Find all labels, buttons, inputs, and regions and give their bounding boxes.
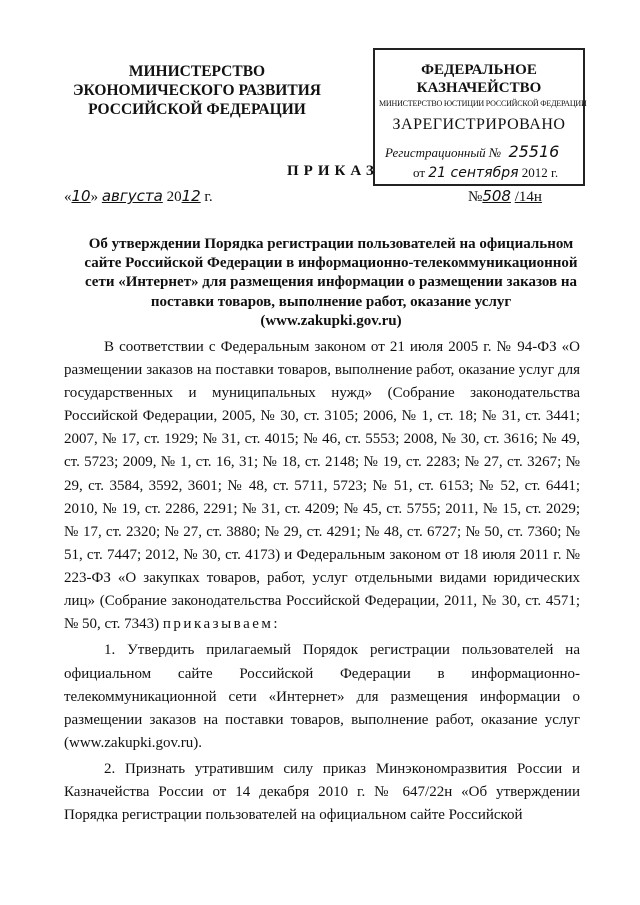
date-year-prefix: 20 xyxy=(166,189,182,205)
title-line: (www.zakupki.gov.ru) xyxy=(260,312,402,329)
preamble-text: В соответствии с Федеральным законом от 21 июля 2005 г. № 94-ФЗ «О размещении заказов на поставки товаров, выполнение работ, оказание услуг для государственных и муниципальных нужд» (Собрание законодательства Российской Федерации, 2005, № 30, ст. 3105; 2006, № 1, ст. 18; № 31, ст. 3441; 2007, № 17, ст. 1929; № 31, ст. 4015; № 46, ст. 5553; 2008, № 30, ст. 3616; № 49, ст. 5723; 2009, № 1, ст. 16, 31; № 18, ст. 2148; № 19, ст. 2283; № 27, ст. 3267; № 29, ст. 3584, 3592, 3601; № 48, ст. 5711, 5723; № 51, ст. 6153; № 52, ст. 6441; 2010, № 19, ст. 2286, 2291; № 31, ст. 4209; № 45, ст. 5755; 2011, № 15, ст. 2029; № 17, ст. 2320; № 27, ст. 3880; № 29, ст. 4291; № 48, ст. 6727; № 50, ст. 7360; № 51, ст. 7447; 2012, № 30, ст. 4173) и Федеральным законом от 18 июля 2011 г. № 223-ФЗ «О закупках товаров, работ, услуг отдельными видами юридических лиц» (Собрание законодательства Российской Федерации, 2011, № 30, ст. 4571; № 50, ст. 7343) xyxy=(64,339,580,633)
title-line: сети «Интернет» для размещения информации о размещении заказов на xyxy=(84,274,578,291)
date-year-suffix: 12 xyxy=(181,187,201,205)
date-month: августа xyxy=(101,187,163,205)
stamp-line: КАЗНАЧЕЙСТВО xyxy=(416,80,542,96)
ministry-line: РОССИЙСКОЙ ФЕДЕРАЦИИ xyxy=(88,101,306,118)
registration-stamp xyxy=(373,48,585,186)
date-year-end: г. xyxy=(204,189,213,205)
stamp-registration-number xyxy=(385,142,559,161)
number-prefix: № xyxy=(468,189,483,205)
order-date xyxy=(64,187,213,206)
stamp-line: ФЕДЕРАЛЬНОЕ xyxy=(421,62,537,78)
date-day: 10 xyxy=(71,187,91,205)
stamp-ministry-line: МИНИСТЕРСТВО ЮСТИЦИИ РОССИЙСКОЙ ФЕДЕРАЦИИ xyxy=(379,99,587,108)
stamp-date-prefix: от xyxy=(413,165,426,180)
order-directive: приказываем: xyxy=(162,616,281,633)
ministry-line: ЭКОНОМИЧЕСКОГО РАЗВИТИЯ xyxy=(73,82,321,99)
ministry-line: МИНИСТЕРСТВО xyxy=(128,63,266,80)
stamp-reg-label: Регистрационный № xyxy=(385,145,502,160)
stamp-registered: ЗАРЕГИСТРИРОВАНО xyxy=(392,116,566,133)
number-value: 508 xyxy=(482,187,511,205)
title-line: Об утверждении Порядка регистрации пользователей на официальном xyxy=(88,236,574,252)
paragraph-item-2: 2. Признать утратившим силу приказ Минэкономразвития России и Казначейства России от 14 декабря 2010 г. № 647/22н «Об утверждении Порядка регистрации пользователей на официальном сайте Российской xyxy=(64,761,580,824)
order-heading: ПРИКАЗ xyxy=(287,163,379,179)
date-quote-open: « xyxy=(64,189,72,205)
stamp-date-value: 21 сентября xyxy=(428,165,519,181)
document-title xyxy=(66,235,596,331)
stamp-year-value: 2012 г. xyxy=(521,165,559,180)
stamp-date xyxy=(413,165,558,181)
paragraph-item-1: 1. Утвердить прилагаемый Порядок регистрации пользователей на официальном сайте Российской Федерации в информационно-телекоммуникационной сети «Интернет» для размещения информации о размещении заказов на поставки товаров, выполнение работ, оказание услуг (www.zakupki.gov.ru). xyxy=(64,642,580,751)
paragraph-preamble xyxy=(64,336,580,636)
title-line: сайте Российской Федерации в информационно-телекоммуникационной xyxy=(84,255,578,272)
document-body xyxy=(64,336,580,831)
stamp-reg-value: 25516 xyxy=(508,142,560,161)
number-suffix: /14н xyxy=(514,189,542,205)
title-line: поставки товаров, выполнение работ, оказание услуг xyxy=(150,293,512,310)
ministry-header xyxy=(62,62,332,119)
date-quote-close: » xyxy=(90,189,99,205)
order-number xyxy=(468,187,542,206)
